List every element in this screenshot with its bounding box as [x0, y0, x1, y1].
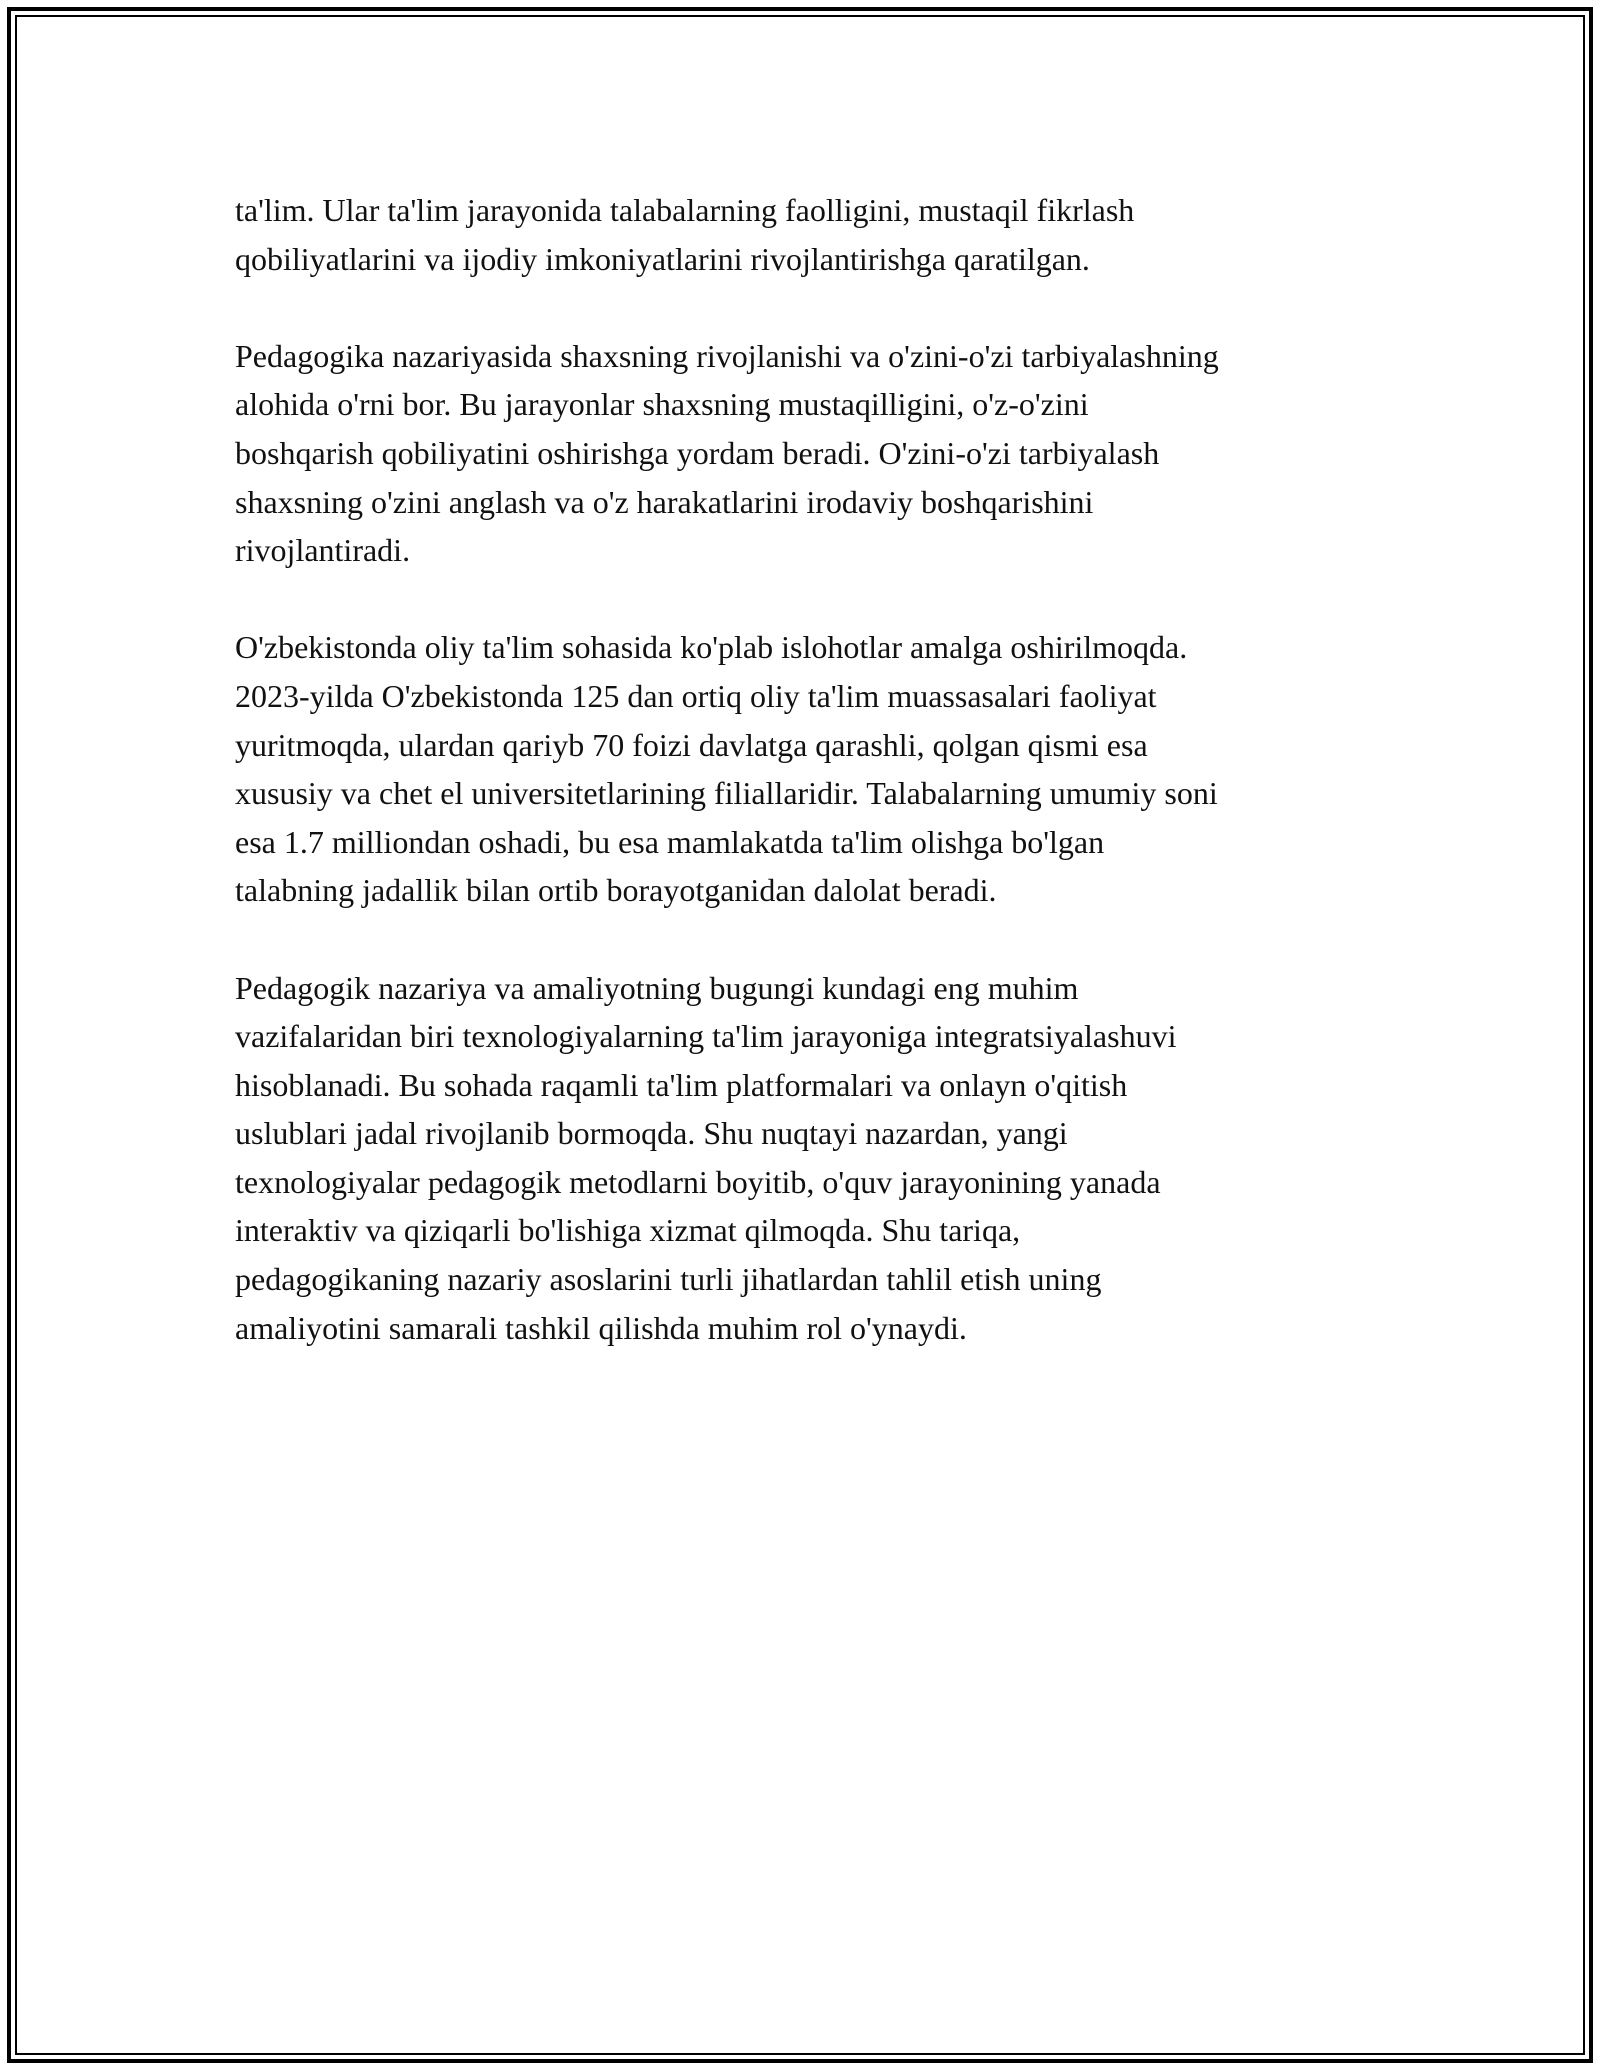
text-line: hisoblanadi. Bu sohada raqamli ta'lim platformalari va onlayn o'qitish	[235, 1066, 1128, 1103]
text-line: esa 1.7 milliondan oshadi, bu esa mamlakatda ta'lim olishga bo'lgan	[235, 823, 1105, 860]
text-line: Pedagogik nazariya va amaliyotning bugungi kundagi eng muhim	[235, 969, 1079, 1006]
text-line: pedagogikaning nazariy asoslarini turli jihatlardan tahlil etish uning	[235, 1261, 1102, 1298]
text-line: alohida o'rni bor. Bu jarayonlar shaxsning mustaqilligini, o'z-o'zini	[235, 386, 1089, 423]
document-body	[235, 186, 1385, 1401]
text-line: uslublari jadal rivojlanib bormoqda. Shu nuqtayi nazardan, yangi	[235, 1115, 1068, 1152]
text-line: interaktiv va qiziqarli bo'lishiga xizmat qilmoqda. Shu tariqa,	[235, 1212, 1021, 1249]
text-line: 2023-yilda O'zbekistonda 125 dan ortiq oliy ta'lim muassasalari faoliyat	[235, 677, 1157, 714]
text-line: talabning jadallik bilan ortib borayotganidan dalolat beradi.	[235, 872, 997, 909]
text-line: yuritmoqda, ulardan qariyb 70 foizi davlatga qarashli, qolgan qismi esa	[235, 726, 1148, 763]
text-line: vazifalaridan biri texnologiyalarning ta'lim jarayoniga integratsiyalashuvi	[235, 1018, 1177, 1055]
paragraph	[235, 332, 1385, 575]
paragraph	[235, 186, 1385, 283]
text-line: amaliyotini samarali tashkil qilishda muhim rol o'ynaydi.	[235, 1309, 967, 1346]
text-line: O'zbekistonda oliy ta'lim sohasida ko'plab islohotlar amalga oshirilmoqda.	[235, 629, 1188, 666]
text-line: boshqarish qobiliyatini oshirishga yordam beradi. O'zini-o'zi tarbiyalash	[235, 434, 1160, 471]
text-line: rivojlantiradi.	[235, 532, 411, 569]
text-line: xususiy va chet el universitetlarining filiallaridir. Talabalarning umumiy soni	[235, 775, 1218, 812]
text-line: shaxsning o'zini anglash va o'z harakatlarini irodaviy boshqarishini	[235, 483, 1094, 520]
text-line: Pedagogika nazariyasida shaxsning rivojlanishi va o'zini-o'zi tarbiyalashning	[235, 337, 1219, 374]
text-line: texnologiyalar pedagogik metodlarni boyitib, o'quv jarayonining yanada	[235, 1163, 1161, 1200]
paragraph	[235, 623, 1385, 915]
paragraph	[235, 964, 1385, 1353]
text-line: qobiliyatlarini va ijodiy imkoniyatlarini rivojlantirishga qaratilgan.	[235, 240, 1090, 277]
text-line: ta'lim. Ular ta'lim jarayonida talabalarning faolligini, mustaqil fikrlash	[235, 192, 1135, 228]
